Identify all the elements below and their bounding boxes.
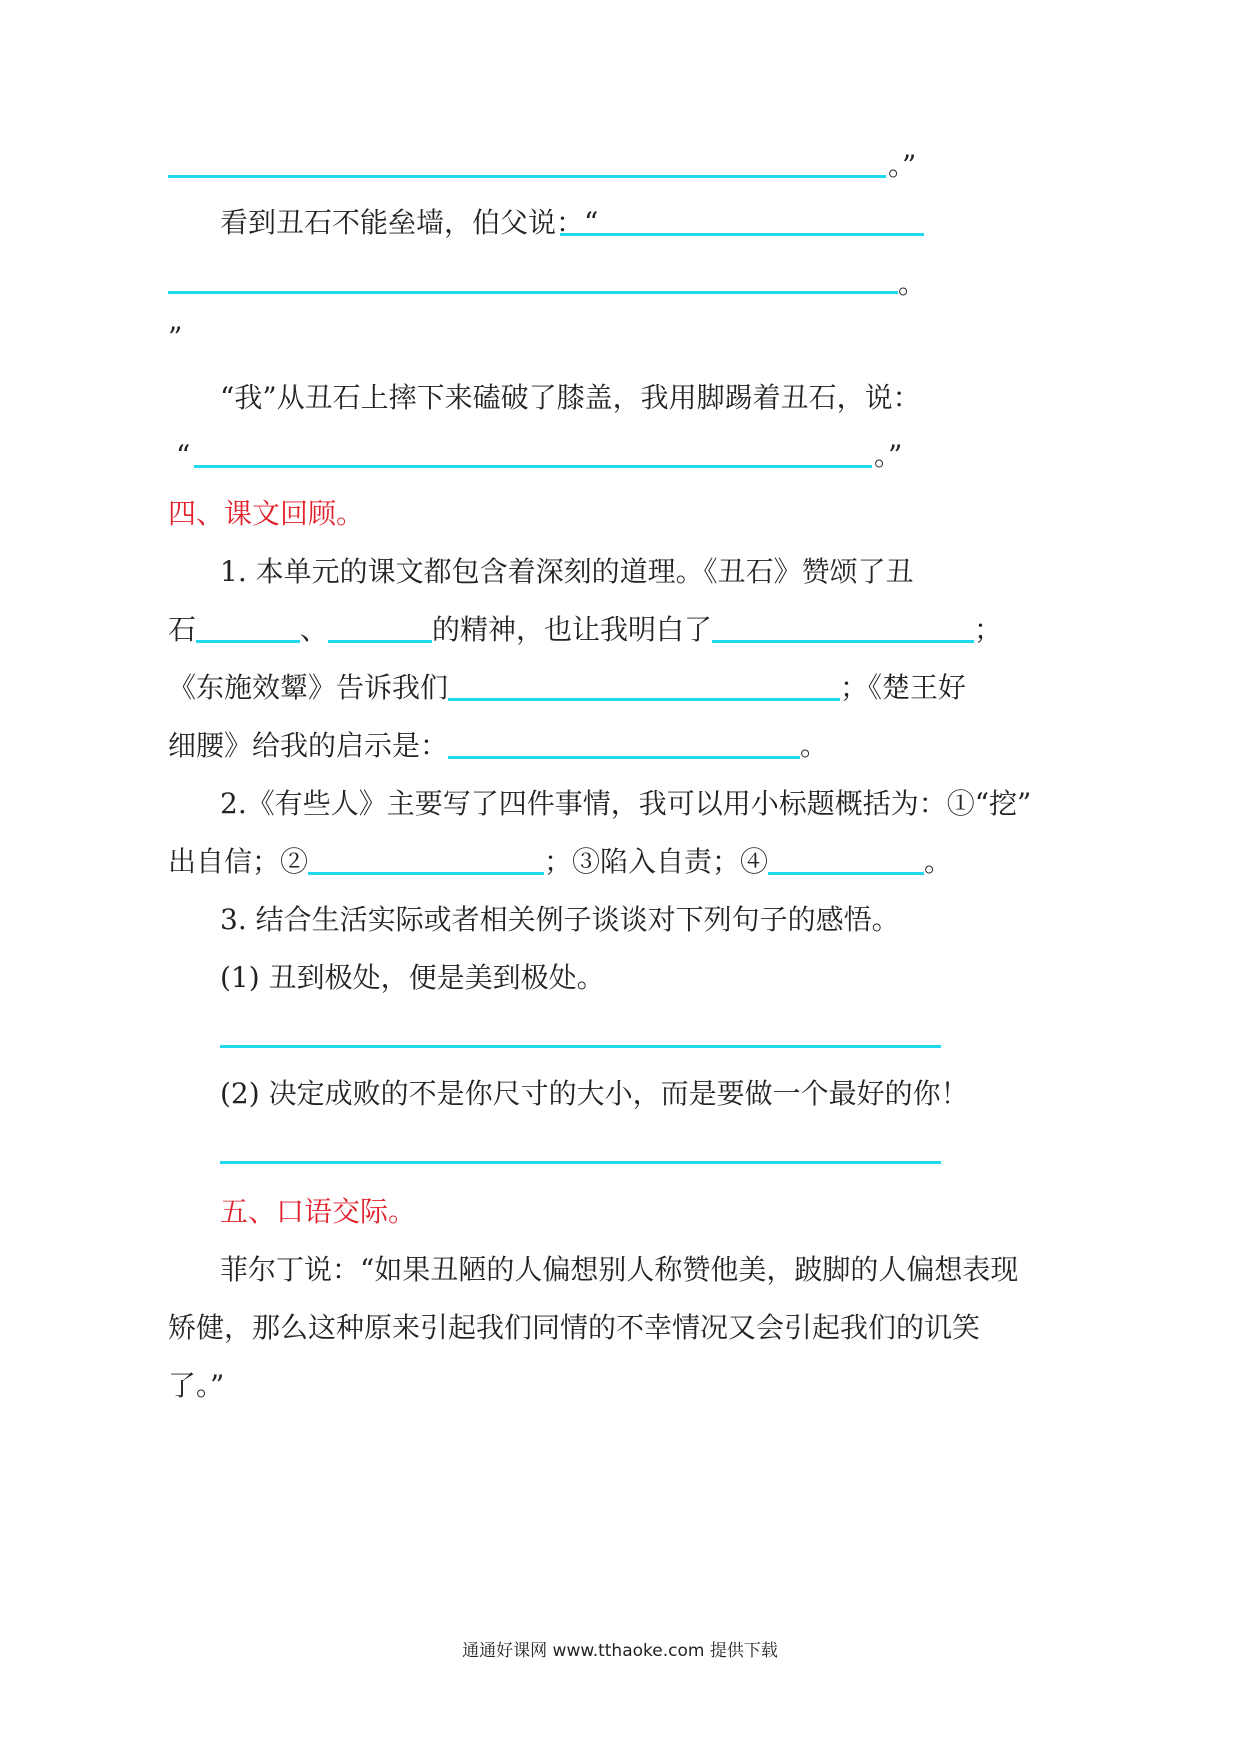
- answer-blank[interactable]: [448, 674, 840, 701]
- sub-question: (1) 丑到极处，便是美到极处。: [220, 961, 605, 994]
- paragraph-line: 了。”: [168, 1369, 225, 1402]
- text-fragment: 、: [300, 613, 329, 646]
- page-footer: 通通好课网 www.tthaoke.com 提供下载: [462, 1641, 778, 1661]
- text-fragment: 。: [924, 845, 953, 878]
- question-line: [168, 612, 1002, 648]
- text-fragment: ”: [168, 321, 183, 354]
- paragraph-line: 矫健，那么这种原来引起我们同情的不幸情况又会引起我们的讥笑: [168, 1311, 981, 1344]
- text-line: “我”从丑石上摔下来磕破了膝盖，我用脚踢着丑石，说：: [220, 381, 921, 414]
- answer-line[interactable]: [168, 175, 886, 178]
- text-fragment: 。: [898, 267, 927, 300]
- question-text: 1. 本单元的课文都包含着深刻的道理。《丑石》赞颂了丑: [220, 555, 914, 588]
- text-fragment: “: [176, 439, 191, 472]
- question-line: [168, 844, 952, 880]
- answer-blank[interactable]: [768, 848, 924, 875]
- text-line: [220, 205, 598, 241]
- question-line: [168, 728, 828, 764]
- question-line: [168, 670, 966, 706]
- answer-blank[interactable]: [308, 848, 544, 875]
- question-text: 2.《有些人》主要写了四件事情，我可以用小标题概括为：①“挖”: [220, 787, 1032, 820]
- answer-blank[interactable]: [196, 616, 300, 643]
- text-fragment: 。”: [874, 439, 903, 472]
- answer-line[interactable]: [168, 291, 898, 294]
- text-fragment: 石: [168, 613, 197, 646]
- section-heading: 五、口语交际。: [220, 1195, 417, 1228]
- answer-line[interactable]: [194, 465, 872, 468]
- text-fragment: 。: [800, 729, 829, 762]
- answer-line[interactable]: [220, 1045, 941, 1048]
- text-fragment: 细腰》给我的启示是：: [168, 729, 449, 762]
- text-fragment: 的精神，也让我明白了: [432, 613, 713, 646]
- answer-line[interactable]: [560, 233, 924, 236]
- text-fragment: ；《楚王好: [840, 671, 967, 704]
- section-heading: 四、课文回顾。: [168, 497, 365, 530]
- sub-question: (2) 决定成败的不是你尺寸的大小，而是要做一个最好的你！: [220, 1077, 969, 1110]
- text-fragment: 看到丑石不能垒墙，伯父说：“: [220, 206, 599, 239]
- answer-blank[interactable]: [448, 732, 800, 759]
- question-text: 3. 结合生活实际或者相关例子谈谈对下列句子的感悟。: [220, 903, 900, 936]
- answer-blank[interactable]: [328, 616, 432, 643]
- text-fragment: 出自信；②: [168, 845, 309, 878]
- text-fragment: 。”: [888, 149, 917, 182]
- answer-line[interactable]: [220, 1161, 941, 1164]
- text-fragment: ；: [974, 613, 1003, 646]
- text-fragment: 《东施效颦》告诉我们: [168, 671, 449, 704]
- text-fragment: ；③陷入自责；④: [544, 845, 769, 878]
- answer-blank[interactable]: [712, 616, 974, 643]
- paragraph-line: 菲尔丁说：“如果丑陋的人偏想别人称赞他美，跛脚的人偏想表现: [220, 1253, 1019, 1286]
